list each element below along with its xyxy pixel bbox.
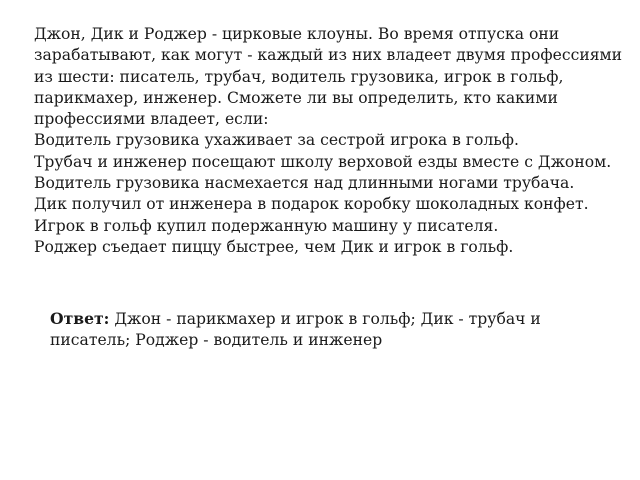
puzzle-intro: Джон, Дик и Роджер - цирковые клоуны. Во время отпуска они зарабатывают, как могут - каждый из них владеет двумя профессиями из шести: писатель, трубач, водитель грузовика, игрок в гольф, парикмахер, инженер. Сможете ли вы определить, кто какими профессиями владеет, если: xyxy=(34,25,623,129)
clue-riding-school: Трубач и инженер посещают школу верховой езды вместе с Джоном. xyxy=(34,152,612,171)
clue-used-car: Игрок в гольф купил подержанную машину у писателя. xyxy=(34,216,499,235)
clue-pizza: Роджер съедает пиццу быстрее, чем Дик и игрок в гольф. xyxy=(34,237,514,256)
puzzle-text xyxy=(34,24,632,258)
answer-text: Джон - парикмахер и игрок в гольф; Дик - трубач и писатель; Роджер - водитель и инженер xyxy=(50,310,541,350)
answer-block xyxy=(50,308,610,352)
clue-long-legs: Водитель грузовика насмехается над длинными ногами трубача. xyxy=(34,174,575,193)
clue-chocolates: Дик получил от инженера в подарок коробку шоколадных конфет. xyxy=(34,195,589,214)
answer-label: Ответ: xyxy=(50,309,110,328)
clue-truck-driver-sister: Водитель грузовика ухаживает за сестрой игрока в гольф. xyxy=(34,131,519,150)
